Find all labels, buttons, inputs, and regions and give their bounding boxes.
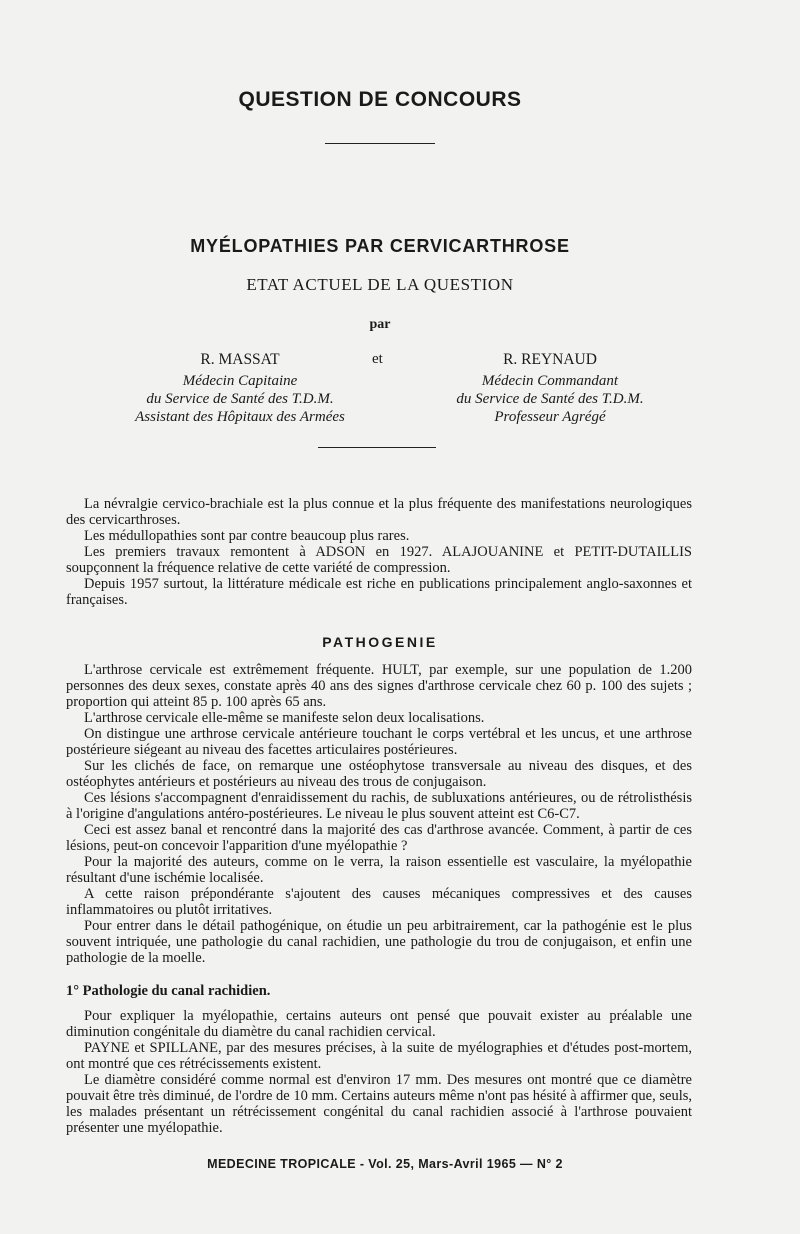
paragraph: Pour la majorité des auteurs, comme on le verra, la raison essentielle est vasculaire, la myélopathie résultant d'une ischémie localisée. [66, 854, 692, 886]
intro-section [66, 496, 692, 608]
pathogenie-section [66, 662, 692, 966]
article-subtitle: ETAT ACTUEL DE LA QUESTION [246, 275, 514, 294]
author-role: Médecin Capitaine [182, 373, 298, 389]
author-role: du Service de Santé des T.D.M. [456, 391, 644, 407]
paragraph: L'arthrose cervicale elle-même se manifeste selon deux localisations. [84, 710, 485, 726]
article-title: MYÉLOPATHIES PAR CERVICARTHROSE [190, 236, 570, 256]
paragraph: Pour expliquer la myélopathie, certains auteurs ont pensé que pouvait exister au préalable une diminution congénitale du diamètre du canal rachidien cervical. [66, 1008, 692, 1040]
page-footer: MEDECINE TROPICALE - Vol. 25, Mars-Avril 1965 — N° 2 [207, 1157, 563, 1171]
paragraph: Les premiers travaux remontent à ADSON en 1927. ALAJOUANINE et PETIT-DUTAILLIS soupçonnent la fréquence relative de cette variété de compression. [66, 544, 692, 576]
author-role: Assistant des Hôpitaux des Armées [135, 409, 345, 425]
divider-rule [318, 447, 436, 448]
paragraph: On distingue une arthrose cervicale antérieure touchant le corps vertébral et les uncus, et une arthrose postérieure siégeant au niveau des facettes articulaires postérieures. [66, 726, 692, 758]
paragraph: Le diamètre considéré comme normal est d'environ 17 mm. Des mesures ont montré que ce diamètre pouvait être très diminué, de l'ordre de 10 mm. Certains auteurs même n'ont pas hésité à affirmer que, seuls, les malades présentant un rétrécissement congénital du canal rachidien associé à l'arthrose pouvaient présenter une myélopathie. [66, 1072, 692, 1136]
author-role: du Service de Santé des T.D.M. [146, 391, 334, 407]
canal-section [66, 1008, 692, 1136]
paragraph: A cette raison prépondérante s'ajoutent des causes mécaniques compressives et des causes inflammatoires ou plutôt irritatives. [66, 886, 692, 918]
paragraph: La névralgie cervico-brachiale est la plus connue et la plus fréquente des manifestations neurologiques des cervicarthroses. [66, 496, 692, 528]
divider-rule [325, 143, 435, 144]
author-name: R. MASSAT [200, 351, 280, 368]
paragraph: Depuis 1957 surtout, la littérature médicale est riche en publications principalement anglo-saxonnes et françaises. [66, 576, 692, 608]
subsection-heading: 1° Pathologie du canal rachidien. [66, 983, 271, 999]
paragraph: Ceci est assez banal et rencontré dans la majorité des cas d'arthrose avancée. Comment, à partir de ces lésions, peut-on concevoir l'apparition d'une myélopathie ? [66, 822, 692, 854]
paragraph: L'arthrose cervicale est extrêmement fréquente. HULT, par exemple, sur une population de 1.200 personnes des deux sexes, constate après 40 ans des signes d'arthrose cervicale chez 60 p. 100 des sujets ; proportion qui atteint 85 p. 100 après 65 ans. [66, 662, 692, 710]
author-role: Professeur Agrégé [494, 409, 606, 425]
paragraph: Ces lésions s'accompagnent d'enraidissement du rachis, de subluxations antérieures, ou de rétrolisthésis à l'origine d'angulations antéro-postérieures. Le niveau le plus souvent atteint est C6-C7. [66, 790, 692, 822]
author-block [90, 351, 390, 426]
paragraph: Pour entrer dans le détail pathogénique, on étudie un peu arbitrairement, car la pathogénie est le plus souvent intriquée, une pathologie du canal rachidien, une pathologie du trou de conjugaison, et enfin une pathologie de la moelle. [66, 918, 692, 966]
author-name: R. REYNAUD [503, 351, 597, 368]
author-role: Médecin Commandant [481, 373, 619, 389]
paragraph: Sur les clichés de face, on remarque une ostéophytose transversale au niveau des disques, et des ostéophytes antérieurs et postérieurs au niveau des trous de conjugaison. [66, 758, 692, 790]
paragraph: Les médullopathies sont par contre beaucoup plus rares. [84, 528, 410, 544]
author-conjunction: et [372, 351, 383, 367]
author-block [400, 351, 700, 426]
section-heading: PATHOGENIE [322, 634, 438, 650]
by-label: par [369, 317, 391, 332]
journal-section-title: QUESTION DE CONCOURS [238, 88, 522, 111]
paragraph: PAYNE et SPILLANE, par des mesures précises, à la suite de myélographies et d'études post-mortem, ont montré que ces rétrécissements existent. [66, 1040, 692, 1072]
